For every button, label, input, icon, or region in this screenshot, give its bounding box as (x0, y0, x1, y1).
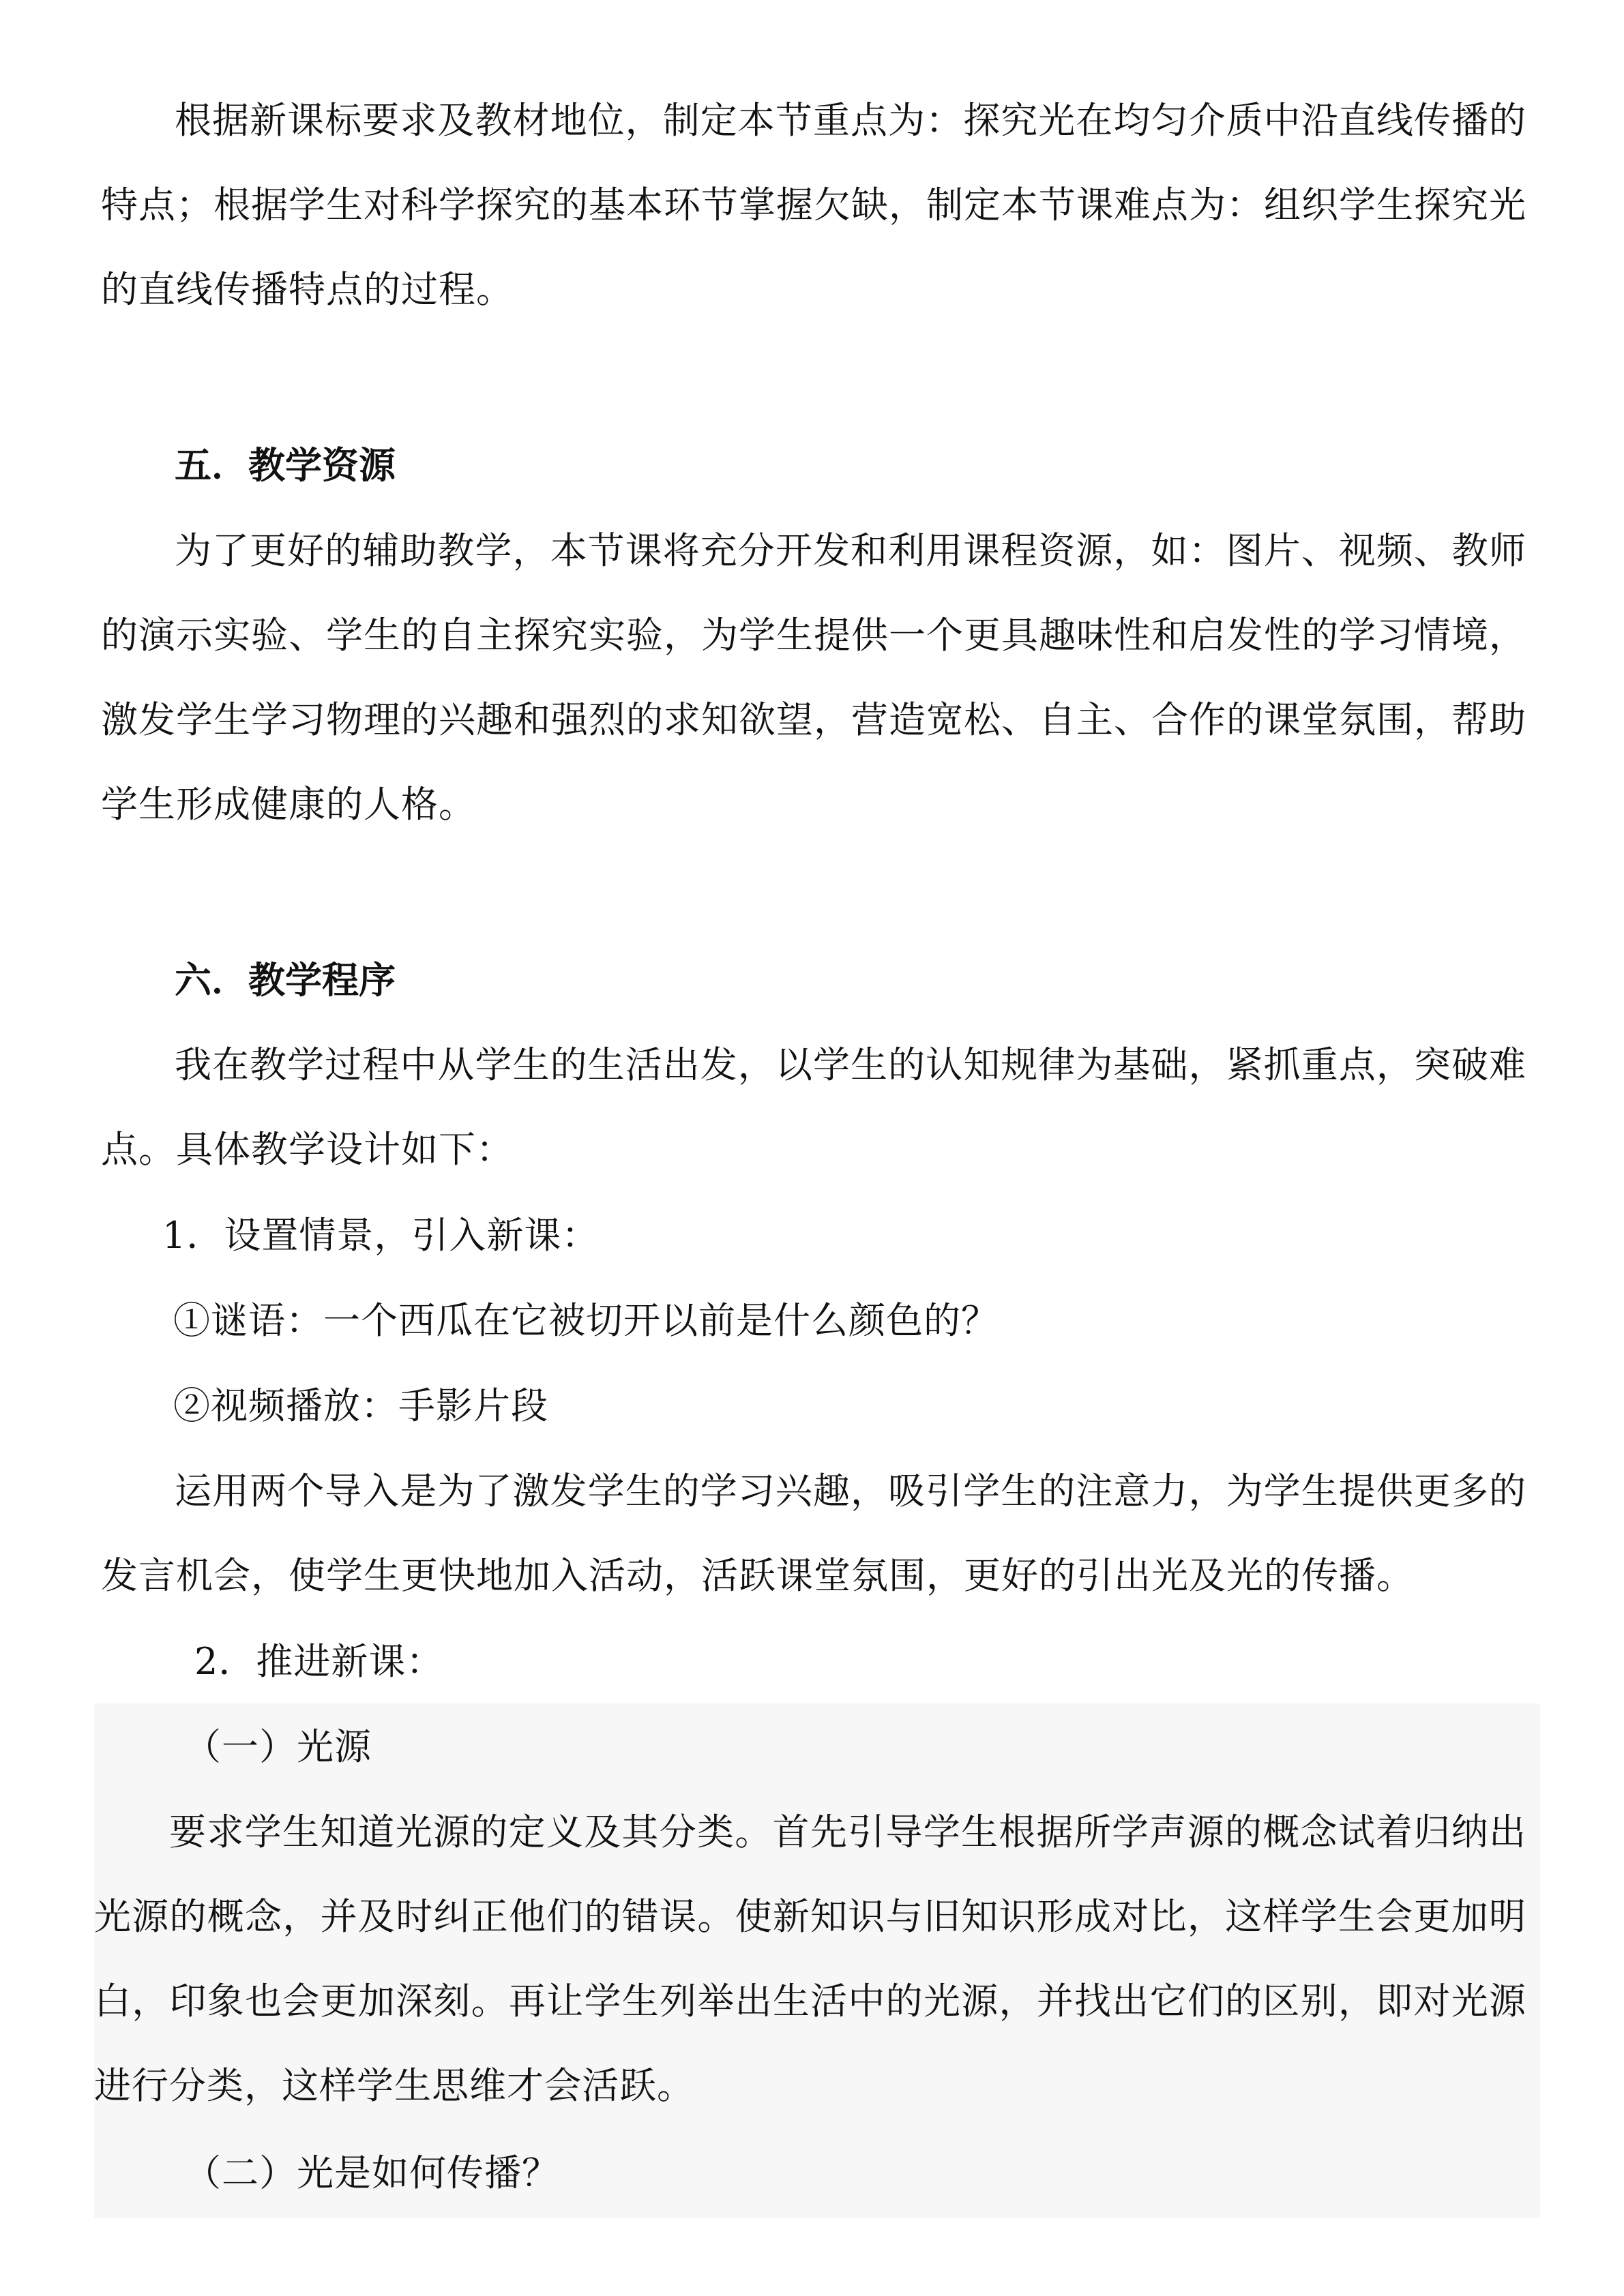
step-2-heading: 2．推进新课： (194, 1640, 444, 1683)
paragraph-intro-purpose: 运用两个导入是为了激发学生的学习兴趣，吸引学生的注意力，为学生提供更多的发言机会，使学生更快地加入活动，活跃课堂氛围，更好的引出光及光的传播。 (101, 1470, 1526, 1597)
subsection-light-source: （一）光源 (184, 1725, 372, 1768)
video-line: ②视频播放：手影片段 (173, 1384, 548, 1427)
riddle-line: ①谜语：一个西瓜在它被切开以前是什么颜色的？ (173, 1299, 999, 1342)
paragraph-procedure-intro: 我在教学过程中从学生的生活出发，以学生的认知规律为基础，紧抓重点，突破难点。具体教学设计如下： (101, 1043, 1526, 1171)
subsection-light-propagation: （二）光是如何传播？ (184, 2151, 559, 2194)
paragraph-teaching-resources: 为了更好的辅助教学，本节课将充分开发和利用课程资源，如：图片、视频、教师的演示实验、学生的自主探究实验，为学生提供一个更具趣味性和启发性的学习情境，激发学生学习物理的兴趣和强烈的求知欲望，营造宽松、自主、合作的课堂氛围，帮助学生形成健康的人格。 (101, 529, 1526, 826)
step-1-heading: 1．设置情景，引入新课： (162, 1214, 600, 1257)
heading-teaching-procedure: 六．教学程序 (175, 958, 396, 1002)
paragraph-light-source: 要求学生知道光源的定义及其分类。首先引导学生根据所学声源的概念试着归纳出光源的概念，并及时纠正他们的错误。使新知识与旧知识形成对比，这样学生会更加明白，印象也会更加深刻。再让学生列举出生活中的光源，并找出它们的区别，即对光源进行分类，这样学生思维才会活跃。 (94, 1810, 1526, 2107)
paragraph-key-points: 根据新课标要求及教材地位，制定本节重点为：探究光在均匀介质中沿直线传播的特点；根据学生对科学探究的基本环节掌握欠缺，制定本节课难点为：组织学生探究光的直线传播特点的过程。 (101, 99, 1526, 311)
heading-teaching-resources: 五．教学资源 (175, 443, 396, 487)
